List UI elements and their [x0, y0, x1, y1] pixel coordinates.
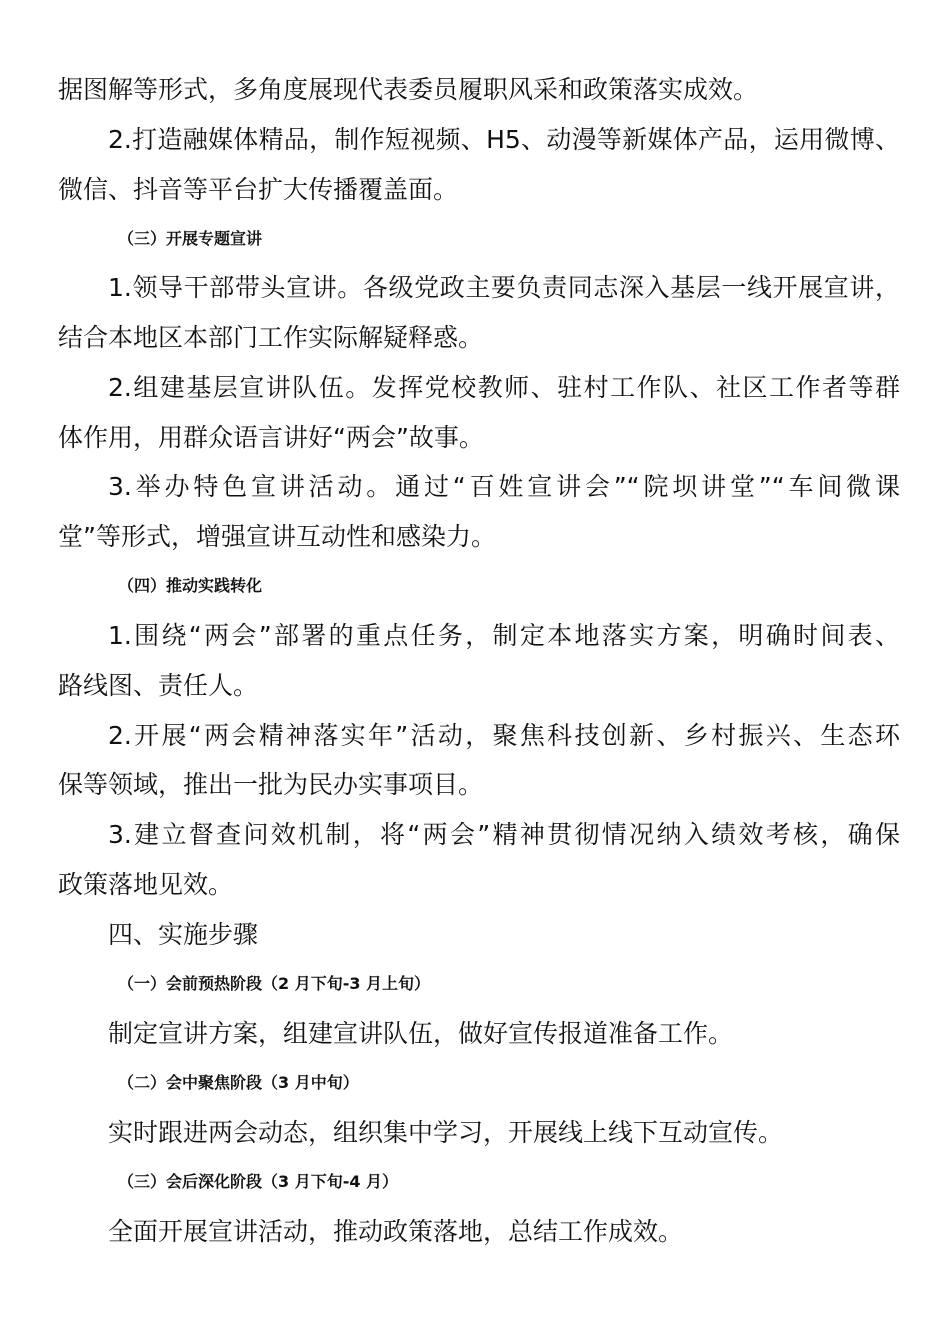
paragraph-line: 1.领导干部带头宣讲。各级党政主要负责同志深入基层一线开展宣讲，: [108, 273, 900, 302]
paragraph-line: 3.举办特色宣讲活动。通过“百姓宣讲会”“院坝讲堂”“车间微课: [108, 472, 900, 501]
paragraph-line: 微信、抖音等平台扩大传播覆盖面。: [58, 175, 459, 204]
section-heading: （四）推动实践转化: [118, 576, 263, 595]
paragraph-line: 据图解等形式，多角度展现代表委员履职风采和政策落实成效。: [58, 75, 759, 104]
section-heading: （二）会中聚焦阶段（3 月中旬）: [118, 1073, 359, 1092]
paragraph-line: 1.围绕“两会”部署的重点任务，制定本地落实方案，明确时间表、: [108, 621, 900, 650]
paragraph-line: 3.建立督查问效机制，将“两会”精神贯彻情况纳入绩效考核，确保: [108, 820, 900, 849]
paragraph-line: 2.开展“两会精神落实年”活动，聚焦科技创新、乡村振兴、生态环: [108, 721, 900, 750]
paragraph-line: 体作用，用群众语言讲好“两会”故事。: [58, 423, 484, 452]
section-heading: （三）会后深化阶段（3 月下旬-4 月）: [118, 1172, 399, 1191]
paragraph-line: 全面开展宣讲活动，推动政策落地，总结工作成效。: [108, 1217, 684, 1246]
paragraph-line: 2.组建基层宣讲队伍。发挥党校教师、驻村工作队、社区工作者等群: [108, 373, 900, 402]
paragraph-line: 保等领域，推出一批为民办实事项目。: [58, 770, 484, 799]
paragraph-line: 结合本地区本部门工作实际解疑释惑。: [58, 323, 484, 352]
paragraph-line: 2.打造融媒体精品，制作短视频、H5、动漫等新媒体产品，运用微博、: [108, 125, 900, 154]
chapter-heading: 四、实施步骤: [108, 920, 259, 949]
paragraph-line: 实时跟进两会动态，组织集中学习，开展线上线下互动宣传。: [108, 1118, 784, 1147]
paragraph-line: 政策落地见效。: [58, 870, 234, 899]
paragraph-line: 堂”等形式，增强宣讲互动性和感染力。: [58, 522, 496, 551]
paragraph-line: 制定宣讲方案，组建宣讲队伍，做好宣传报道准备工作。: [108, 1019, 734, 1048]
paragraph-line: 路线图、责任人。: [58, 671, 259, 700]
section-heading: （三）开展专题宣讲: [118, 229, 263, 248]
section-heading: （一）会前预热阶段（2 月下旬-3 月上旬）: [118, 974, 431, 993]
